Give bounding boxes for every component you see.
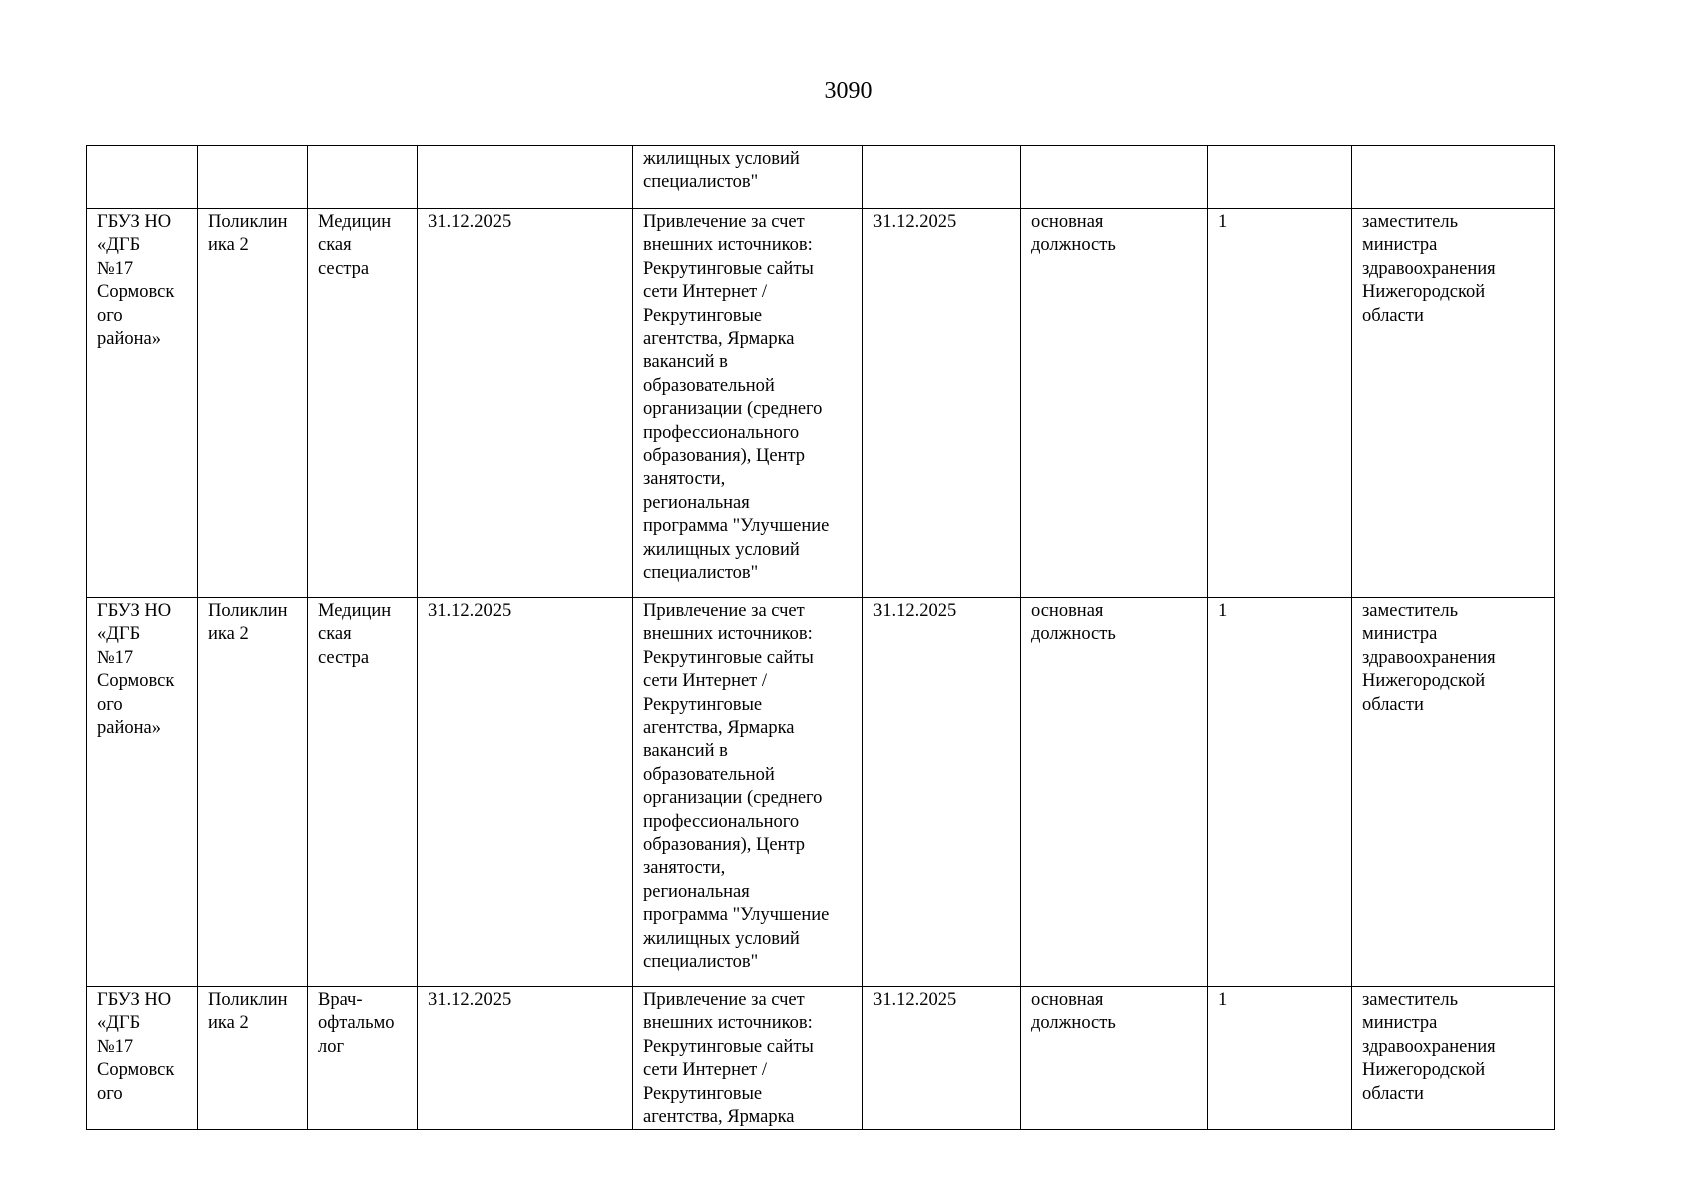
cell-measures: Привлечение за счет внешних источников: Рекрутинговые сайты сети Интернет / Рекрутинговые агентства, Ярмарка вакансий в образовательной организации (среднего профессионального образования), Центр занятости, региональная программа "Улучшение жилищных условий специалистов" bbox=[633, 598, 863, 987]
cell-quantity: 1 bbox=[1208, 987, 1352, 1130]
cell-position: Врач- офтальмо лог bbox=[308, 987, 418, 1130]
cell-responsible: заместитель министра здравоохранения Нижегородской области bbox=[1352, 209, 1555, 598]
cell-deadline bbox=[863, 146, 1021, 209]
cell-responsible bbox=[1352, 146, 1555, 209]
cell-date: 31.12.2025 bbox=[418, 987, 633, 1130]
document-table bbox=[86, 145, 1555, 1130]
cell-quantity: 1 bbox=[1208, 209, 1352, 598]
cell-position-type: основная должность bbox=[1021, 598, 1208, 987]
cell-organization: ГБУЗ НО «ДГБ №17 Сормовск ого bbox=[87, 987, 198, 1130]
cell-quantity: 1 bbox=[1208, 598, 1352, 987]
cell-position: Медицин ская сестра bbox=[308, 209, 418, 598]
cell-quantity bbox=[1208, 146, 1352, 209]
cell-position-type bbox=[1021, 146, 1208, 209]
cell-date: 31.12.2025 bbox=[418, 598, 633, 987]
cell-department bbox=[198, 146, 308, 209]
cell-position: Медицин ская сестра bbox=[308, 598, 418, 987]
cell-department: Поликлин ика 2 bbox=[198, 598, 308, 987]
cell-date bbox=[418, 146, 633, 209]
table-row bbox=[87, 987, 1555, 1130]
cell-organization bbox=[87, 146, 198, 209]
cell-responsible: заместитель министра здравоохранения Нижегородской области bbox=[1352, 598, 1555, 987]
table-row bbox=[87, 598, 1555, 987]
cell-organization: ГБУЗ НО «ДГБ №17 Сормовск ого района» bbox=[87, 598, 198, 987]
cell-department: Поликлин ика 2 bbox=[198, 987, 308, 1130]
table-row bbox=[87, 146, 1555, 209]
cell-position bbox=[308, 146, 418, 209]
cell-department: Поликлин ика 2 bbox=[198, 209, 308, 598]
cell-deadline: 31.12.2025 bbox=[863, 598, 1021, 987]
cell-position-type: основная должность bbox=[1021, 209, 1208, 598]
cell-measures: Привлечение за счет внешних источников: Рекрутинговые сайты сети Интернет / Рекрутинговые агентства, Ярмарка bbox=[633, 987, 863, 1130]
cell-organization: ГБУЗ НО «ДГБ №17 Сормовск ого района» bbox=[87, 209, 198, 598]
cell-measures: жилищных условий специалистов" bbox=[633, 146, 863, 209]
cell-deadline: 31.12.2025 bbox=[863, 987, 1021, 1130]
cell-measures: Привлечение за счет внешних источников: Рекрутинговые сайты сети Интернет / Рекрутинговые агентства, Ярмарка вакансий в образовательной организации (среднего профессионального образования), Центр занятости, региональная программа "Улучшение жилищных условий специалистов" bbox=[633, 209, 863, 598]
table-row bbox=[87, 209, 1555, 598]
cell-responsible: заместитель министра здравоохранения Нижегородской области bbox=[1352, 987, 1555, 1130]
page-number: 3090 bbox=[824, 78, 873, 104]
cell-position-type: основная должность bbox=[1021, 987, 1208, 1130]
cell-date: 31.12.2025 bbox=[418, 209, 633, 598]
cell-deadline: 31.12.2025 bbox=[863, 209, 1021, 598]
